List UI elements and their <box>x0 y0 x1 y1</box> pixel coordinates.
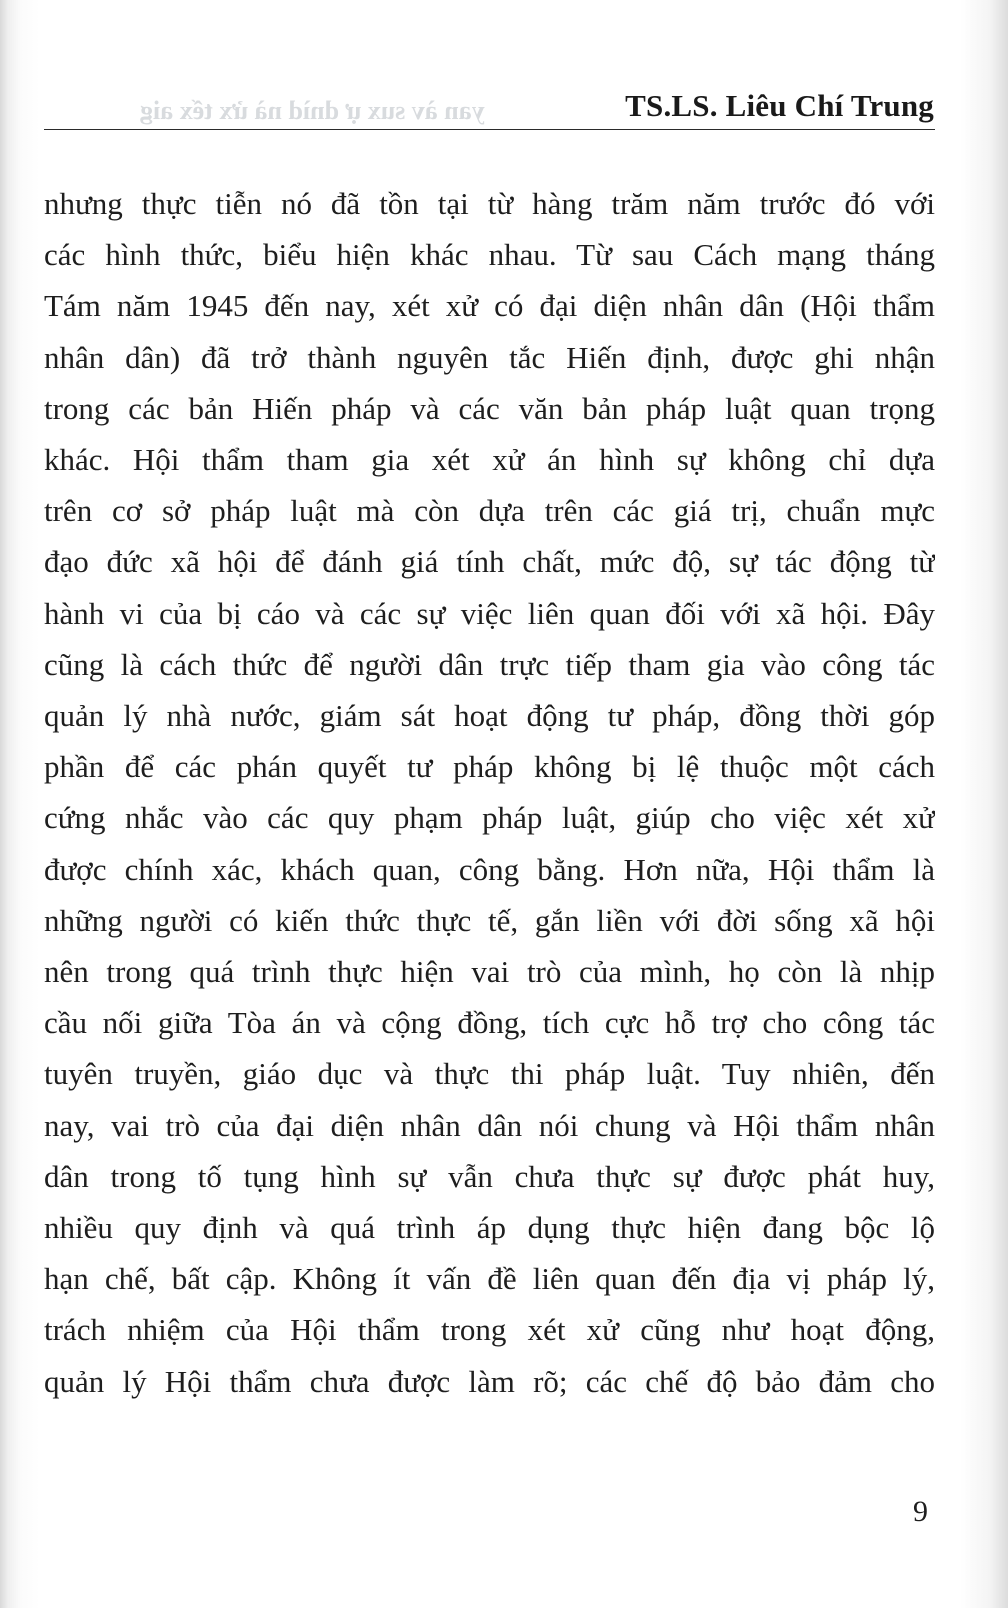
text-line: hành vi của bị cáo và các sự việc liên quan đối với xã hội. Đây <box>44 595 935 631</box>
bleed-through-text: yan àv sux ự dnìd nà ửx tếx aig <box>140 96 485 125</box>
text-line: tuyên truyền, giáo dục và thực thi pháp luật. Tuy nhiên, đến <box>44 1056 935 1092</box>
header-rule <box>44 129 935 130</box>
text-line: nay, vai trò của đại diện nhân dân nói chung và Hội thẩm nhân <box>44 1107 935 1143</box>
text-line: nhân dân) đã trở thành nguyên tắc Hiến định, được ghi nhận <box>44 339 935 375</box>
text-line: hạn chế, bất cập. Không ít vấn đề liên quan đến địa vị pháp lý, <box>44 1261 935 1297</box>
text-line: các hình thức, biểu hiện khác nhau. Từ sau Cách mạng tháng <box>44 237 935 273</box>
text-line: đạo đức xã hội để đánh giá tính chất, mức độ, sự tác động từ <box>44 544 935 580</box>
text-line: cầu nối giữa Tòa án và cộng đồng, tích cực hỗ trợ cho công tác <box>44 1005 935 1041</box>
body-paragraph <box>44 178 935 1407</box>
text-line: cũng là cách thức để người dân trực tiếp tham gia vào công tác <box>44 646 935 682</box>
text-line: quản lý Hội thẩm chưa được làm rõ; các chế độ bảo đảm cho <box>44 1363 935 1399</box>
text-line: quản lý nhà nước, giám sát hoạt động tư pháp, đồng thời góp <box>44 698 935 734</box>
text-line: phần để các phán quyết tư pháp không bị lệ thuộc một cách <box>44 749 935 785</box>
text-line: dân trong tố tụng hình sự vẫn chưa thực sự được phát huy, <box>44 1158 935 1194</box>
text-line: được chính xác, khách quan, công bằng. Hơn nữa, Hội thẩm là <box>44 851 935 887</box>
text-line: khác. Hội thẩm tham gia xét xử án hình sự không chỉ dựa <box>44 442 935 478</box>
running-header-author: TS.LS. Liêu Chí Trung <box>625 88 934 123</box>
page-number: 9 <box>913 1495 928 1528</box>
text-line: những người có kiến thức thực tế, gắn liền với đời sống xã hội <box>44 902 935 938</box>
text-line: trên cơ sở pháp luật mà còn dựa trên các giá trị, chuẩn mực <box>44 493 935 529</box>
text-line: nên trong quá trình thực hiện vai trò của mình, họ còn là nhịp <box>44 954 935 990</box>
text-line: Tám năm 1945 đến nay, xét xử có đại diện nhân dân (Hội thẩm <box>44 288 935 324</box>
text-line: cứng nhắc vào các quy phạm pháp luật, giúp cho việc xét xử <box>44 800 935 836</box>
text-line: trong các bản Hiến pháp và các văn bản pháp luật quan trọng <box>44 390 935 426</box>
text-line: nhưng thực tiễn nó đã tồn tại từ hàng trăm năm trước đó với <box>44 186 935 221</box>
text-line: nhiều quy định và quá trình áp dụng thực hiện đang bộc lộ <box>44 1210 935 1246</box>
text-line: trách nhiệm của Hội thẩm trong xét xử cũng như hoạt động, <box>44 1312 935 1348</box>
